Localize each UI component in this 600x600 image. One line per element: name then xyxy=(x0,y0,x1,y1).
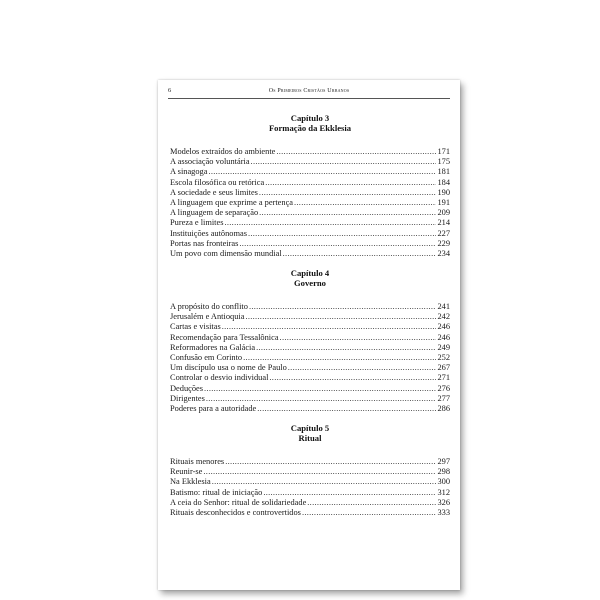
dot-leader xyxy=(288,363,437,373)
dot-leader xyxy=(280,333,437,343)
toc-entry-page: 190 xyxy=(437,187,450,197)
toc-entry xyxy=(170,157,450,167)
toc-entry-page: 326 xyxy=(437,497,450,507)
toc-entry-title: A linguagem de separação xyxy=(170,208,259,218)
dot-leader xyxy=(256,343,436,353)
toc-entry xyxy=(170,302,450,312)
dot-leader xyxy=(212,477,437,487)
toc-entry-page: 184 xyxy=(437,177,450,187)
toc-entry-title: Reunir-se xyxy=(170,467,203,477)
toc-entry-title: Modelos extraídos do ambiente xyxy=(170,147,276,156)
toc-entry-title: Recomendação para Tessalônica xyxy=(170,332,279,342)
toc-entry-page: 241 xyxy=(437,302,450,311)
toc-entry-page: 298 xyxy=(437,467,450,477)
running-header xyxy=(168,86,450,99)
toc-entry xyxy=(170,343,450,353)
toc-entry xyxy=(170,218,450,228)
dot-leader xyxy=(225,218,437,228)
toc-entry-page: 271 xyxy=(437,373,450,383)
toc-entry xyxy=(170,498,450,508)
dot-leader xyxy=(294,198,436,208)
chapter-number: Capítulo 3 xyxy=(290,113,330,123)
book-page xyxy=(158,80,460,590)
toc-entry xyxy=(170,229,450,239)
chapter-title: Formação da Ekklesia xyxy=(268,123,352,133)
chapter-number: Capítulo 4 xyxy=(290,268,330,278)
toc-entry xyxy=(170,167,450,177)
toc-entry-title: Deduções xyxy=(170,383,204,393)
toc-entry-title: Rituais desconhecidos e controvertidos xyxy=(170,508,301,518)
toc-entry-page: 171 xyxy=(437,147,450,156)
dot-leader xyxy=(265,178,436,188)
toc-entry-title: Na Ekklesia xyxy=(170,477,211,487)
dot-leader xyxy=(222,322,437,332)
toc-entry xyxy=(170,208,450,218)
chapter-title: Governo xyxy=(294,278,326,288)
toc-entry xyxy=(170,508,450,518)
dot-leader xyxy=(283,249,437,259)
toc-entry-page: 277 xyxy=(437,393,450,403)
toc-entry-title: A associação voluntária xyxy=(170,157,250,167)
toc-entry xyxy=(170,333,450,343)
toc-entry-page: 312 xyxy=(437,487,450,497)
dot-leader xyxy=(269,373,436,383)
toc-entry-title: A linguagem que exprime a pertença xyxy=(170,198,294,208)
chapter-4 xyxy=(170,268,450,414)
dot-leader xyxy=(208,167,436,177)
toc-entry xyxy=(170,363,450,373)
toc-list xyxy=(170,147,450,259)
toc-entry-page: 227 xyxy=(437,228,450,238)
toc-entry xyxy=(170,404,450,414)
toc-list xyxy=(170,302,450,414)
toc-entry xyxy=(170,467,450,477)
toc-entry-page: 191 xyxy=(437,198,450,208)
page-number: 6 xyxy=(168,87,172,94)
toc-entry xyxy=(170,188,450,198)
toc-entry-title: Dirigentes xyxy=(170,393,205,403)
toc-entry-title: Um povo com dimensão mundial xyxy=(170,249,282,259)
chapter-5 xyxy=(170,423,450,518)
dot-leader xyxy=(245,312,436,322)
toc-entry-page: 246 xyxy=(437,332,450,342)
toc-entry xyxy=(170,373,450,383)
toc-entry-page: 242 xyxy=(437,312,450,322)
dot-leader xyxy=(307,498,436,508)
dot-leader xyxy=(204,384,436,394)
toc-entry-page: 300 xyxy=(437,477,450,487)
toc-entry-title: Portas nas fronteiras xyxy=(170,238,239,248)
toc-entry-title: Um discípulo usa o nome de Paulo xyxy=(170,363,287,373)
toc-entry-title: Confusão em Corinto xyxy=(170,353,243,363)
toc-entry-title: Reformadores na Galácia xyxy=(170,342,256,352)
toc-entry-title: A propósito do conflito xyxy=(170,302,248,311)
toc-entry xyxy=(170,353,450,363)
running-title: Os Primeiros Cristãos Urbanos xyxy=(268,88,350,94)
dot-leader xyxy=(263,488,436,498)
chapter-number: Capítulo 5 xyxy=(290,423,330,433)
dot-leader xyxy=(248,229,436,239)
toc-entry-page: 276 xyxy=(437,383,450,393)
toc-entry xyxy=(170,457,450,467)
toc-entry xyxy=(170,477,450,487)
toc-entry-title: Escola filosófica ou retórica xyxy=(170,177,265,187)
dot-leader xyxy=(243,353,436,363)
dot-leader xyxy=(259,208,436,218)
toc-entry-title: Rituais menores xyxy=(170,457,225,466)
dot-leader xyxy=(257,404,436,414)
dot-leader xyxy=(302,508,436,518)
dot-leader xyxy=(203,467,436,477)
toc-entry-page: 181 xyxy=(437,167,450,177)
toc-entry-title: Controlar o desvio individual xyxy=(170,373,269,383)
toc-entry-title: Batismo: ritual de iniciação xyxy=(170,487,263,497)
toc-entry xyxy=(170,312,450,322)
toc-entry-page: 234 xyxy=(437,249,450,259)
toc-entry-page: 333 xyxy=(437,508,450,518)
toc-entry-page: 209 xyxy=(437,208,450,218)
dot-leader xyxy=(249,302,437,312)
toc-entry-page: 175 xyxy=(437,157,450,167)
dot-leader xyxy=(225,457,436,467)
toc-entry-page: 252 xyxy=(437,353,450,363)
toc-list xyxy=(170,457,450,518)
toc-entry-title: Poderes para a autoridade xyxy=(170,404,257,414)
toc-entry xyxy=(170,239,450,249)
dot-leader xyxy=(206,394,437,404)
toc-entry-page: 246 xyxy=(437,322,450,332)
toc-entry-title: A sociedade e seus limites xyxy=(170,187,258,197)
toc-entry-title: A ceia do Senhor: ritual de solidariedade xyxy=(170,497,307,507)
toc-entry-title: Jerusalém e Antioquia xyxy=(170,312,245,322)
toc-entry-page: 267 xyxy=(437,363,450,373)
toc-entry xyxy=(170,178,450,188)
toc-entry xyxy=(170,384,450,394)
toc-entry-title: Instituições autônomas xyxy=(170,228,247,238)
toc-entry xyxy=(170,147,450,157)
toc-entry-title: Pureza e limites xyxy=(170,218,224,228)
dot-leader xyxy=(259,188,437,198)
chapter-title: Ritual xyxy=(298,433,322,443)
dot-leader xyxy=(239,239,436,249)
toc-entry xyxy=(170,322,450,332)
toc-entry xyxy=(170,198,450,208)
toc-entry-page: 214 xyxy=(437,218,450,228)
toc-entry xyxy=(170,249,450,259)
toc-entry-title: A sinagoga xyxy=(170,167,208,177)
toc-entry-page: 249 xyxy=(437,342,450,352)
toc-entry-title: Cartas e visitas xyxy=(170,322,221,332)
toc-entry xyxy=(170,488,450,498)
toc-entry-page: 229 xyxy=(437,238,450,248)
chapter-3 xyxy=(170,113,450,259)
toc-entry-page: 297 xyxy=(437,457,450,466)
toc-entry-page: 286 xyxy=(437,404,450,414)
toc-entry xyxy=(170,394,450,404)
dot-leader xyxy=(251,157,437,167)
dot-leader xyxy=(276,147,436,157)
